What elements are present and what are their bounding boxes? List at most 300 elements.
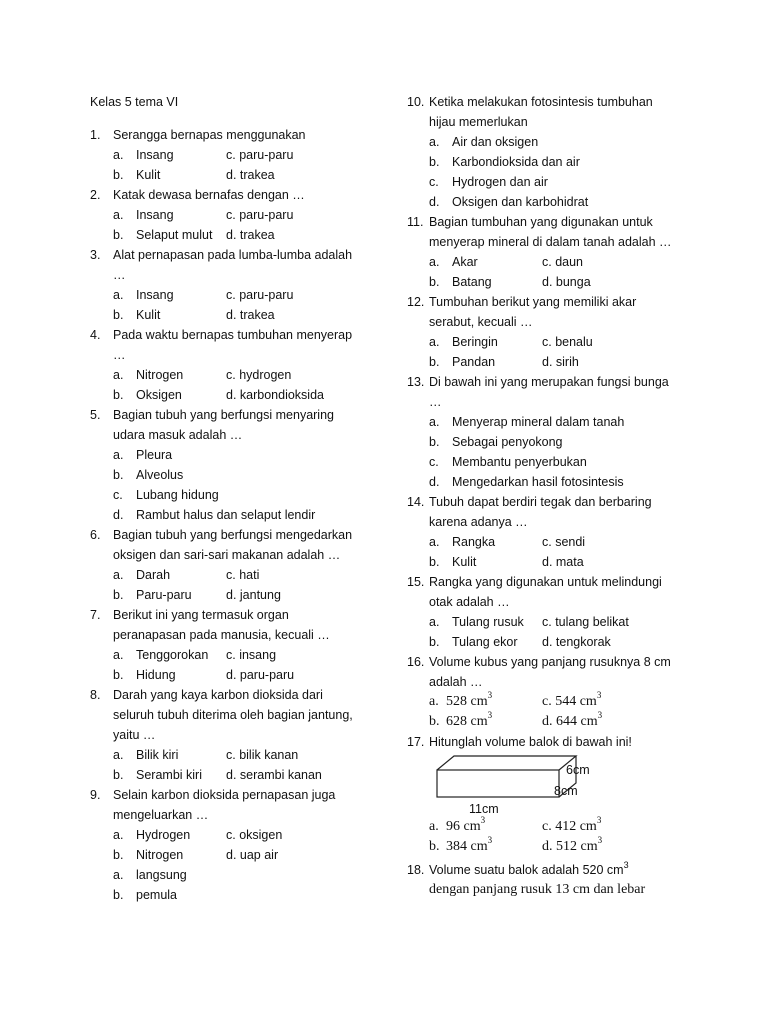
option-letter-text: b.	[113, 468, 124, 482]
option-letter	[429, 612, 439, 632]
option-text	[136, 825, 190, 845]
option-letter-text: a.	[113, 288, 124, 302]
question-text-text: hijau memerlukan	[429, 115, 528, 129]
option-text	[452, 172, 548, 192]
option-text	[452, 132, 538, 152]
option-letter-text: c.	[429, 175, 439, 189]
option-text-text: d. trakea	[226, 228, 275, 242]
question-text-text: peranapasan pada manusia, kecuali …	[113, 628, 330, 642]
option-text-text: Oksigen dan karbohidrat	[452, 195, 589, 209]
option-text-text: d. bunga	[542, 275, 591, 289]
question-text	[429, 672, 483, 692]
question-text	[113, 185, 305, 205]
option-text	[542, 272, 591, 292]
question-number-text: 13.	[407, 375, 425, 389]
question-text-text: Darah yang kaya karbon dioksida dari	[113, 688, 323, 702]
option-text	[452, 432, 563, 452]
option-letter	[113, 765, 123, 785]
option-text-text: c. paru-paru	[226, 208, 294, 222]
question-number-text: 12.	[407, 295, 425, 309]
option-text-text: Tenggorokan	[136, 648, 209, 662]
option-letter-text: b.	[113, 768, 124, 782]
question-text-text: udara masuk adalah …	[113, 428, 243, 442]
option-letter-text: b.	[429, 155, 440, 169]
question-text	[429, 860, 629, 880]
option-text-text: c. 544 cm	[542, 694, 597, 709]
cuboid-front-face	[437, 770, 559, 797]
option-text-text: d. tengkorak	[542, 635, 611, 649]
option-text	[542, 252, 583, 272]
option-letter-text: a.	[113, 748, 124, 762]
question-text	[429, 512, 528, 532]
option-text	[226, 645, 276, 665]
option-letter-text: b.	[429, 714, 440, 729]
question-text-text: serabut, kecuali …	[429, 315, 533, 329]
option-letter	[113, 745, 123, 765]
option-text	[226, 225, 275, 245]
option-letter-text: b.	[429, 355, 440, 369]
option-text	[136, 505, 315, 525]
option-text	[136, 465, 183, 485]
question-text-text: …	[113, 348, 126, 362]
option-text	[136, 645, 208, 665]
question-text	[113, 345, 126, 365]
option-text	[136, 665, 176, 685]
option-letter-text: a.	[113, 208, 124, 222]
question-text	[113, 245, 352, 265]
option-letter-text: a.	[113, 868, 124, 882]
option-letter-text: a.	[429, 694, 439, 709]
option-text	[542, 612, 629, 632]
option-letter-text: a.	[113, 648, 124, 662]
question-text-text: Bagian tumbuhan yang digunakan untuk	[429, 215, 653, 229]
option-text-text: pemula	[136, 888, 177, 902]
option-text	[542, 632, 611, 652]
question-text	[113, 805, 208, 825]
option-text-text: Kulit	[136, 168, 161, 182]
question-text	[429, 372, 669, 392]
option-letter-text: b.	[429, 435, 440, 449]
option-letter-text: d.	[113, 508, 124, 522]
option-letter-text: a.	[429, 255, 440, 269]
question-text-text: seluruh tubuh diterima oleh bagian jantung,	[113, 708, 353, 722]
option-letter	[429, 692, 439, 712]
option-text-text: d. paru-paru	[226, 668, 295, 682]
option-text	[226, 205, 293, 225]
option-text-text: Akar	[452, 255, 478, 269]
option-text	[452, 192, 588, 212]
option-text-text: d. uap air	[226, 848, 279, 862]
option-text-text: d. 512 cm	[542, 839, 598, 854]
option-text-text: 628 cm	[446, 714, 488, 729]
option-text-text: Membantu penyerbukan	[452, 455, 587, 469]
option-text-text: Oksigen	[136, 388, 182, 402]
option-letter	[429, 192, 439, 212]
question-text-text: Hitunglah volume balok di bawah ini!	[429, 735, 632, 749]
option-text	[226, 285, 293, 305]
option-text	[136, 385, 182, 405]
option-text	[446, 817, 485, 837]
option-letter	[113, 485, 123, 505]
option-letter-text: c.	[429, 455, 439, 469]
option-letter-text: a.	[113, 368, 124, 382]
question-number	[407, 212, 423, 232]
question-number	[407, 492, 424, 512]
question-text-text: Berikut ini yang termasuk organ	[113, 608, 289, 622]
superscript-3: 3	[597, 835, 603, 846]
option-text-text: Paru-paru	[136, 588, 192, 602]
question-number-text: 9.	[90, 788, 101, 802]
question-text	[113, 705, 353, 725]
option-text-text: Hydrogen	[136, 828, 191, 842]
option-letter-text: b.	[113, 588, 124, 602]
option-text	[226, 145, 293, 165]
question-text	[113, 525, 352, 545]
option-letter	[113, 885, 123, 905]
question-text-text: Katak dewasa bernafas dengan …	[113, 188, 305, 202]
option-text	[136, 745, 178, 765]
option-letter	[429, 452, 439, 472]
option-text-text: Rangka	[452, 535, 496, 549]
option-letter	[113, 645, 123, 665]
option-text	[226, 845, 278, 865]
option-text	[226, 365, 291, 385]
option-text-text: Karbondioksida dan air	[452, 155, 580, 169]
question-text	[429, 592, 510, 612]
option-text	[226, 825, 282, 845]
option-text	[542, 817, 601, 837]
option-letter	[113, 665, 123, 685]
question-text-text: mengeluarkan …	[113, 808, 209, 822]
option-letter-text: d.	[429, 195, 440, 209]
question-text	[429, 392, 442, 412]
option-letter	[113, 165, 123, 185]
question-number-text: 15.	[407, 575, 425, 589]
option-letter	[429, 632, 439, 652]
question-number	[407, 652, 424, 672]
option-text	[452, 412, 624, 432]
option-text-text: Alveolus	[136, 468, 184, 482]
option-text-text: c. paru-paru	[226, 148, 294, 162]
question-number-text: 3.	[90, 248, 101, 262]
option-text	[136, 885, 177, 905]
option-letter	[429, 432, 439, 452]
question-text-text: …	[113, 268, 126, 282]
option-letter	[429, 272, 439, 292]
option-text-text: d. jantung	[226, 588, 281, 602]
question-text	[429, 112, 528, 132]
option-letter	[113, 385, 123, 405]
option-letter	[113, 365, 123, 385]
question-text-text: Alat pernapasan pada lumba-lumba adalah	[113, 248, 353, 262]
superscript-3: 3	[596, 815, 602, 826]
question-text	[113, 685, 323, 705]
option-text-text: c. insang	[226, 648, 277, 662]
option-letter	[113, 565, 123, 585]
question-text-text: Tumbuhan berikut yang memiliki akar	[429, 295, 637, 309]
option-text	[542, 692, 601, 712]
option-text	[226, 745, 298, 765]
option-text	[452, 452, 587, 472]
question-number	[90, 685, 100, 705]
option-letter-text: d.	[429, 475, 440, 489]
option-text-text: Bilik kiri	[136, 748, 179, 762]
superscript-3: 3	[597, 710, 603, 721]
option-text	[136, 585, 192, 605]
question-number-text: 14.	[407, 495, 425, 509]
question-number-text: 1.	[90, 128, 101, 142]
option-letter	[113, 145, 123, 165]
question-number	[90, 405, 100, 425]
option-text	[136, 445, 172, 465]
option-text	[136, 285, 174, 305]
option-letter	[429, 352, 439, 372]
question-number	[90, 525, 100, 545]
superscript-3: 3	[623, 859, 629, 870]
question-number	[407, 732, 424, 752]
option-text-text: c. hydrogen	[226, 368, 292, 382]
option-letter	[429, 817, 439, 837]
question-number	[90, 325, 100, 345]
option-text	[542, 332, 593, 352]
option-text	[136, 485, 219, 505]
question-text	[113, 605, 289, 625]
option-text-text: d. sirih	[542, 355, 579, 369]
option-letter-text: a.	[113, 568, 124, 582]
question-text	[429, 492, 652, 512]
question-text-text: Bagian tubuh yang berfungsi mengedarkan	[113, 528, 353, 542]
option-letter	[429, 532, 439, 552]
option-text	[452, 552, 476, 572]
cuboid-height-label: 6cm	[566, 763, 590, 777]
question-number-text: 10.	[407, 95, 425, 109]
question-text-text: karena adanya …	[429, 515, 528, 529]
option-text-text: Lubang hidung	[136, 488, 219, 502]
worksheet-title: Kelas 5 tema VI	[90, 95, 179, 109]
question-number	[407, 92, 424, 112]
question-text	[429, 572, 662, 592]
question-number-text: 7.	[90, 608, 101, 622]
option-letter-text: b.	[113, 668, 124, 682]
question-text-text: Serangga bernapas menggunakan	[113, 128, 306, 142]
option-text	[542, 712, 602, 732]
question-text	[429, 880, 645, 900]
option-text-text: Beringin	[452, 335, 498, 349]
option-letter-text: a.	[429, 535, 440, 549]
option-letter	[113, 825, 123, 845]
question-text-text: oksigen dan sari-sari makanan adalah …	[113, 548, 341, 562]
option-letter-text: b.	[429, 275, 440, 289]
option-text-text: Insang	[136, 208, 174, 222]
option-text-text: c. 412 cm	[542, 819, 597, 834]
question-text-text: Rangka yang digunakan untuk melindungi	[429, 575, 662, 589]
question-text	[113, 265, 126, 285]
option-letter-text: b.	[113, 168, 124, 182]
option-text-text: 528 cm	[446, 694, 488, 709]
question-number	[407, 372, 424, 392]
option-text	[136, 225, 212, 245]
question-text	[113, 785, 335, 805]
option-letter-text: a.	[113, 148, 124, 162]
question-text	[113, 725, 155, 745]
option-letter	[429, 837, 440, 857]
question-text-text: dengan panjang rusuk 13 cm dan lebar	[429, 882, 646, 897]
option-letter-text: a.	[429, 615, 440, 629]
option-text	[226, 165, 275, 185]
question-number-text: 18.	[407, 863, 425, 877]
question-text	[113, 545, 340, 565]
option-letter	[113, 505, 123, 525]
option-text-text: Mengedarkan hasil fotosintesis	[452, 475, 624, 489]
option-text	[226, 585, 281, 605]
option-text	[136, 205, 174, 225]
question-text-text: adalah …	[429, 675, 483, 689]
option-text	[452, 632, 518, 652]
option-letter-text: c.	[113, 488, 123, 502]
option-text	[226, 565, 259, 585]
option-text	[136, 365, 183, 385]
question-text	[429, 292, 636, 312]
question-text	[429, 732, 632, 752]
option-text	[136, 865, 187, 885]
option-text-text: Sebagai penyokong	[452, 435, 563, 449]
option-letter-text: a.	[113, 828, 124, 842]
option-text-text: Hidung	[136, 668, 176, 682]
question-text	[113, 325, 352, 345]
option-text	[542, 532, 585, 552]
cuboid-figure	[420, 750, 620, 820]
option-text	[542, 837, 602, 857]
option-text-text: Rambut halus dan selaput lendir	[136, 508, 316, 522]
option-text-text: Tulang ekor	[452, 635, 518, 649]
question-text	[429, 312, 533, 332]
option-text	[542, 352, 579, 372]
option-text	[136, 305, 160, 325]
option-text	[446, 692, 492, 712]
question-text-text: Ketika melakukan fotosintesis tumbuhan	[429, 95, 653, 109]
option-letter-text: a.	[429, 415, 440, 429]
option-text-text: c. hati	[226, 568, 260, 582]
option-text	[452, 612, 524, 632]
option-letter	[429, 252, 439, 272]
option-text-text: Nitrogen	[136, 848, 184, 862]
question-number	[90, 785, 100, 805]
question-number-text: 2.	[90, 188, 101, 202]
option-text	[226, 305, 275, 325]
option-text	[226, 665, 294, 685]
question-number	[90, 185, 100, 205]
option-text	[452, 332, 498, 352]
option-letter-text: b.	[429, 555, 440, 569]
question-number	[407, 292, 424, 312]
option-text-text: Pleura	[136, 448, 173, 462]
question-number-text: 11.	[407, 215, 424, 229]
option-letter	[113, 225, 123, 245]
option-text-text: Pandan	[452, 355, 496, 369]
question-text-text: Volume kubus yang panjang rusuknya 8 cm	[429, 655, 671, 669]
question-number-text: 17.	[407, 735, 425, 749]
cuboid-top-face	[437, 756, 576, 770]
question-text-text: Tubuh dapat berdiri tegak dan berbaring	[429, 495, 652, 509]
option-text-text: Insang	[136, 288, 174, 302]
option-letter-text: a.	[429, 135, 440, 149]
option-text-text: 384 cm	[446, 839, 488, 854]
option-letter	[429, 712, 440, 732]
option-text-text: d. trakea	[226, 168, 275, 182]
superscript-3: 3	[487, 835, 493, 846]
option-letter	[429, 552, 439, 572]
question-text-text: Selain karbon dioksida pernapasan juga	[113, 788, 336, 802]
option-text	[452, 272, 492, 292]
cuboid-width-label: 8cm	[554, 784, 578, 798]
question-text-text: menyerap mineral di dalam tanah adalah …	[429, 235, 672, 249]
option-text	[136, 565, 170, 585]
question-text	[429, 232, 672, 252]
question-number	[407, 860, 424, 880]
option-text	[136, 145, 174, 165]
option-text	[226, 385, 324, 405]
option-text	[226, 765, 322, 785]
option-letter-text: b.	[113, 888, 124, 902]
option-text	[136, 765, 202, 785]
option-text-text: d. 644 cm	[542, 714, 598, 729]
option-text-text: c. paru-paru	[226, 288, 294, 302]
option-text	[542, 552, 584, 572]
option-text-text: c. daun	[542, 255, 584, 269]
question-text-text: otak adalah …	[429, 595, 510, 609]
option-text-text: d. trakea	[226, 308, 275, 322]
option-letter-text: b.	[429, 839, 440, 854]
question-number	[407, 572, 424, 592]
question-number	[90, 125, 100, 145]
question-text	[113, 405, 334, 425]
superscript-3: 3	[487, 710, 493, 721]
question-number-text: 6.	[90, 528, 101, 542]
option-letter-text: b.	[429, 635, 440, 649]
option-letter	[113, 285, 123, 305]
cuboid-length-label: 11cm	[469, 802, 499, 816]
question-text-text: Pada waktu bernapas tumbuhan menyerap	[113, 328, 353, 342]
question-number	[90, 245, 100, 265]
question-number-text: 8.	[90, 688, 101, 702]
question-text-text: Bagian tubuh yang berfungsi menyaring	[113, 408, 334, 422]
option-letter	[113, 585, 123, 605]
question-text-text: yaitu …	[113, 728, 156, 742]
superscript-3: 3	[487, 690, 493, 701]
superscript-3: 3	[596, 690, 602, 701]
option-text-text: Air dan oksigen	[452, 135, 539, 149]
option-text-text: Darah	[136, 568, 171, 582]
option-letter	[113, 305, 123, 325]
option-letter-text: b.	[113, 228, 124, 242]
option-letter	[429, 152, 439, 172]
option-text-text: d. serambi kanan	[226, 768, 322, 782]
question-text	[113, 125, 306, 145]
option-text-text: c. sendi	[542, 535, 586, 549]
option-text-text: d. karbondioksida	[226, 388, 324, 402]
option-text	[452, 532, 495, 552]
option-letter	[429, 332, 439, 352]
option-letter	[113, 845, 123, 865]
option-text-text: Serambi kiri	[136, 768, 202, 782]
option-letter-text: b.	[113, 388, 124, 402]
question-number-text: 4.	[90, 328, 101, 342]
option-letter-text: a.	[429, 335, 440, 349]
option-text	[452, 252, 478, 272]
option-text-text: langsung	[136, 868, 187, 882]
option-text-text: Batang	[452, 275, 492, 289]
option-text-text: Menyerap mineral dalam tanah	[452, 415, 625, 429]
